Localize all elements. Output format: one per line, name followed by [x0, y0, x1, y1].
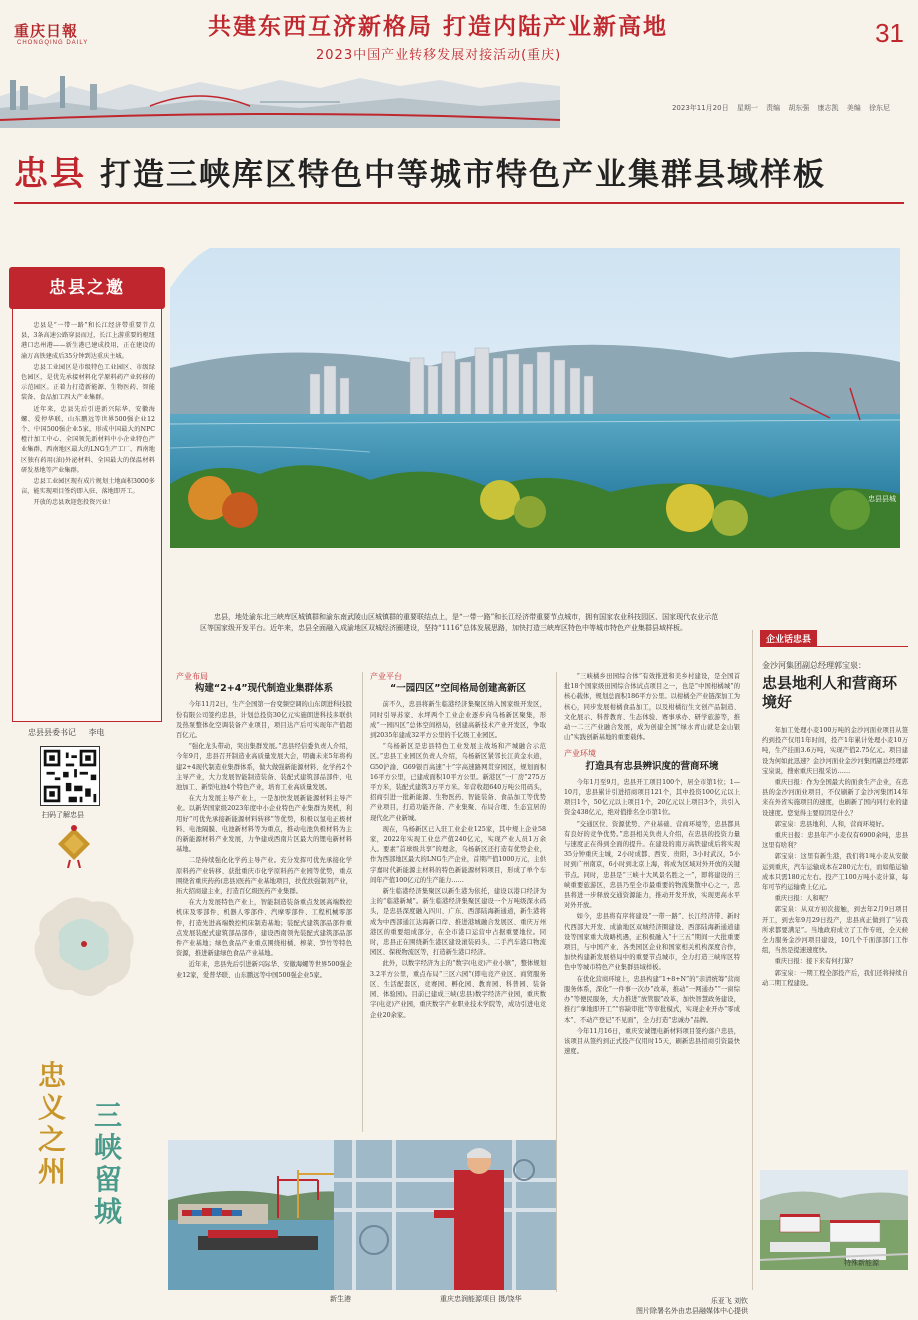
interview-tag: 企业话忠县 [760, 630, 817, 647]
reporter-byline: 乐亚飞 刘钦 [710, 1297, 748, 1305]
page-headline: 共建东西互济新格局 打造内陆产业新高地 [208, 14, 669, 40]
masthead [0, 0, 918, 130]
date-text: 2023年11月20日 [671, 104, 729, 112]
article-column-2 [370, 672, 546, 1022]
energy-photo-caption: 重庆忠润能源项目 摄/饶华 [440, 1295, 522, 1303]
port-photo-caption: 新生港 [330, 1295, 351, 1303]
invitation-paragraph: 忠县是“一带一路”和长江经济带重要节点县，3条高速公路穿县而过，长江上游重要的枢纽港口忠州港——新生港已建成投用，正在建设的渝万高铁建成后35分钟到达重庆主城。 [21, 322, 155, 360]
article-paragraph: 今年11月16日，重庆安诚锂电新材料项目签约落户忠县，该项目从签约到正式投产仅用时15天，刷新忠县招商引资最快速度。 [564, 1027, 740, 1056]
page-subheadline: 2023中国产业转移发展对接活动(重庆) [316, 48, 562, 63]
article-paragraph: 新生临港经济集聚区以新生港为依托，建设以港口经济为主的“临港新城”。新生临港经济集聚区建设一个万吨级深水码头，是忠县深度融入四川、广东、西部陆海新通道，新生港将成为中西部通江达海新口岸、推进港城融合发展区、重庆万州港区的重要组成部分，在全市港口运营中占据重要地位。同时，忠县正在围绕新生港区建设滚装码头、二手汽车港口物流园区、保税物流区等，打造新生港口经济。 [370, 888, 546, 957]
interview-headline: 忠县地利人和营商环境好 [762, 674, 898, 711]
article-paragraph: 在优化营商环境上，忠县构建“1+8+N”的“亲清统筹”营商服务体系，深化“一件事一次办”改革，推动“一网通办”“一窗综办”等便民服务，大力推进“放管服”改革，加快智慧政务建设，推行“拿地即开工”“容缺审批”等审批模式，实现企业开办“零成本”、不动产登记“不见面”，全力打造“忠诚办”品牌。 [564, 975, 740, 1024]
column-divider [752, 630, 753, 1290]
article-paragraph: 今年11月2日，生产全国第一台变频空调的山东朗进科技股份有限公司签约忠县，计划总投资30亿元实施朗进科技多联供及热泵整体化空调装备产业项目，项目达产后可实现年产值超百亿元。 [176, 701, 352, 740]
photo-source: 图片除署名外由忠县融媒体中心提供 [636, 1307, 748, 1315]
editor-name-2: 康志凯 [817, 104, 839, 112]
vertical-slogan-b: 三峡留城 [93, 1099, 122, 1228]
newspaper-logo-en: CHONGQING DAILY [17, 40, 89, 46]
invitation-paragraph: 开放的忠县欢迎您投资兴业！ [33, 499, 114, 507]
article-paragraph: 此外，以数字经济为主的“数字(电竞)产业小镇”，整体规划3.2平方公里，重点布局“三区六园”(即电竞产业区、商贸服务区、生活配套区，竞赛园、孵化园、教育园、科普园、装备园、体验园)。目前已建成三峡(忠县)数字经济产业园，重庆数字(电竞)产业园，重庆数字产业职业技术学院等，成功引进电竞企业20余家。 [370, 960, 546, 1019]
article-paragraph: “强化龙头带动，突出集群发展。”忠县经信委负责人介绍，今年9月，忠县召开制造业高质量发展大会，明确未来5年将构建2+4现代制造业集群体系，做大做强新能源材料、化学药2个主导产业，大力发展智能制造装备、装配式建筑部品部件、电池加工、新型电池4个特色产业，培育工业高质量发展。 [176, 743, 352, 792]
designer-name: 徐东尼 [869, 104, 890, 112]
masthead-landscape-illustration [0, 56, 560, 128]
column-divider [362, 672, 363, 1132]
column-divider [556, 672, 557, 1292]
dateline [666, 103, 890, 113]
section-title: 打造具有忠县辨识度的营商环境 [585, 760, 719, 772]
factory-photo [760, 1170, 908, 1270]
article-paragraph: 二是持续强化化学药主导产业。充分发挥可优先承接化学原料药产业转移、获批重庆市化学原料药产业园等优势，重点围绕省重庆药药(忠县)医药产业基地项目，扶优扶强制剂产业，拓大招商建主业，打造百亿级医药产业集群。 [176, 857, 352, 896]
designer-label: 美编 [846, 104, 861, 112]
qr-caption: 扫码了解忠县 [42, 811, 84, 819]
article-paragraph: “三峡橘乡田园综合体”有效推进和美乡村建设，是全国首批18个国家级田园综合体试点项目之一，也是“中国柑橘城”的核心载体，规划总面积186平方公里。以柑橘全产业链深加工为核心，同步发展柑橘食品加工，以及柑橘衍生文创产品制造、文化展示、科普教育、生态体验、赛事承办、研学旅游等，推动一二三产业融合发展，成为创建全国“绿水青山就是金山银山”实践创新基地的重要载体。 [564, 673, 740, 742]
article-paragraph: 在大力发展主导产业上，一是加快发展新能源材料主导产业。以新华国家级2023年度中小企业特色产业集群为契机，利用好“可优先承接新能源材料转移”等优势，积极以氢电正极材料、电池隔膜、电池新材料等为重点，推动电池负极材料为主的新能源材料产业发展，力争建成西南片区最大的锂电新材料基地。 [176, 795, 352, 854]
invitation-text [21, 321, 155, 510]
invitation-paragraph: 近年来，忠县先后引进新兴际华、安徽海螺、爱停华联、山东鹏远等世界500强企业12个、中国500强企业5家，形成中国最大的NPC橙汁加工中心、全国领先新材料中小企业特色产业集群、西南地区最大的LNG生产工厂、西南地区独有药用(油)外泌材料、全国最大的保温材料研发基地等产业集群。 [21, 405, 155, 474]
title-county: 忠县 [14, 154, 86, 194]
article-paragraph: 前不久，忠县将新生临港经济集聚区纳入国家级开发区，同时引导苏家、水坪两个工业企业逐步向乌杨新区聚集，形成“一园四区”总体空间格局，创建高新技术产业开发区，争取到2035年建成32平方公里的千亿级工业园区。 [370, 701, 546, 740]
article-paragraph: 在大力发展特色产业上，智能制造装备重点发展高端数控机床及零部件、机器人零部件、汽摩零部件、工程机械零部件，打造先进高端数控机床制造基地；装配式建筑部品部件重点发展装配式建筑部品部件，建设西南领先装配式建筑部品部件产业基地；绿色食品产业重点围绕柑橘、榨菜、笋竹等特色资源，推进新建绿色食品产业基地。 [176, 899, 352, 958]
section-tag: 产业平台 [370, 672, 402, 681]
interview-paragraph: 郭宝泉：从双方初次接触，到去年2月9日项目开工，到去年9月29日投产，忠县真正做到了“另我所求都要满足”。当地政府成立了工作专班，全天候全力服务金沙河项目建设，10几个千面部部门工作组，当然是提速速度快。 [762, 906, 908, 955]
enterprise-interview [760, 630, 908, 1320]
invitation-paragraph: 忠县工业园区现有成片规划土地面积3000多亩，能实现项目签约即入驻、落地即开工。 [21, 478, 155, 496]
page-number: 31 [875, 18, 904, 48]
article-column-3 [564, 672, 740, 1058]
editor-name-1: 胡东强 [788, 104, 810, 112]
interview-paragraph: 重庆日报：作为全国最大的面食生产企业，在忠县的金沙河面业项目，不仅刷新了金沙河集团14年来在外省实施项目的速度，也刷新了国内同行业的建设速度。您觉得主要原因是什么？ [762, 779, 908, 817]
article-paragraph: 如今，忠县将有序将建设“一带一路”、长江经济带、新时代西部大开发、成渝地区双城经济圈建设、西部陆海新通道建设等国家重大战略机遇，正积极融入“十三五”期间一大批重要项目，与中国产业、各类园区企业和国家相关机构深度合作，加快构建新发展格局中的重要节点城市，全力打造三峡库区特色中等城市特色产业集群县域样板。 [564, 913, 740, 972]
section-tag: 产业环境 [564, 749, 596, 759]
chinese-knot-icon [50, 824, 98, 868]
interview-paragraph: 重庆日报：接下来有何打算？ [774, 958, 857, 966]
interview-paragraph: 重庆日报：忠县年产小麦仅有6900余吨，忠县这里有啥利？ [762, 832, 908, 850]
section-title: 构建“2+4”现代制造业集群体系 [194, 683, 334, 695]
invitation-box [12, 270, 162, 722]
bottom-credit [558, 1296, 748, 1316]
vertical-slogan-a: 忠义之州 [37, 1059, 66, 1188]
qr-code-icon[interactable] [40, 746, 100, 806]
article-paragraph: 现在，乌杨新区已入驻工业企业125家，其中规上企业58家，2022年实现工业总产值240亿元，实现产业人员1万余人。要素“首球级共享”的理念，乌杨新区还打造有优势企业，作为西部地区最大的LNG生产企业，首期产值1000万元，主供宇嘉时代新能源主材料的特色新能源材料项目，形成了单个车间年产值100亿元的生产能力…… [370, 825, 546, 884]
section-tag: 产业布局 [176, 672, 208, 681]
hero-photo-county-skyline [170, 248, 900, 548]
invitation-paragraph: 忠县工业园区是市级特色工业园区、市级绿色园区，是优先承接材料化学原料药产业转移的示范园区。正着力打造新能源、生物医药、智能装备、食品加工四大产业集群。 [21, 363, 155, 402]
article-paragraph: 近年来，忠县先后引进新兴际华、安徽海螺等世界500强企业12家，爱普华联、山东鹏远等中国500强企业5家。 [176, 961, 352, 979]
article-paragraph: “乌杨新区是忠县特色工业发展主战场和产城融合示范区。”忠县工业园区负责人介绍，乌杨新区紧邻长江黄金水道，G50沪渝、G69银百高速“十”字高速路网贯穿园区，规划面积16平方公里，已建成面积10平方公里。新港区“一厂房”275万平方米，装配式建筑3万平方米。年营收超640万吨公用码头，招商引进一批新能源、生物医药、智能装备、食品加工等优势产业项目，打造功能齐备、产业集聚、布局合理、生态宜居的现代化产业新城。 [370, 743, 546, 822]
title-divider [14, 202, 904, 204]
interview-paragraph: 郭宝泉：一期工程全部投产后，我们还将持续自动二期工程建设。 [762, 969, 908, 987]
section-title: “一园四区”空间格局创建高新区 [390, 683, 526, 695]
interview-paragraph: 重庆日报：人和呢？ [774, 895, 832, 903]
right-photo-caption: 特殊新能源 [844, 1259, 879, 1267]
interviewee-intro: 金沙河集团副总经理郭宝泉： [762, 661, 866, 670]
county-map-illustration [22, 880, 152, 1010]
interview-rule [760, 646, 908, 647]
signer-title: 忠县县委书记 [28, 728, 76, 737]
weekday-text: 星期一 [736, 104, 758, 112]
main-title [14, 146, 904, 196]
newspaper-logo[interactable]: 重庆日報 [14, 22, 79, 40]
editor-label: 责编 [766, 104, 781, 112]
article-paragraph: 今年1月至9月，忠县开工项目100个，居全市第1位；1—10月，忠县累计引进招商项目121个，其中投资100亿元以上项目1个，50亿元以上项目1个，20亿元以上项目3个，共引入资金438亿元，绝对值排名全市第1位。 [564, 778, 740, 817]
interview-body [762, 726, 908, 990]
hero-caption: 忠县，地处渝东北三峡库区城镇群和渝东南武陵山区城镇群的重要联结点上，是“一带一路”和长江经济带重要节点城市，拥有国家农业科技园区、国家现代农业示范区等国家级开发平台。近年来，忠县全面融入成渝地区双城经济圈建设，坚持“1116”总体发展思路，加快打造三峡库区特色中等城市特色产业集群县域样板。 [200, 613, 719, 632]
energy-project-photo [334, 1140, 556, 1290]
interview-paragraph: 年加工处理小麦100万吨的金沙河面业项目从签约到投产仅用1年时间，投产1年累计处理小麦10万吨，生产挂面3.6万吨，实现产值2.75亿元。项目建设为何如此迅速？金沙河面业金沙河集团副总经理郭宝泉说，搜索重庆日报采访…… [762, 727, 908, 775]
interview-paragraph: 郭宝泉：忠县地利、人和，营商环境好。 [774, 820, 888, 828]
port-photo [168, 1140, 354, 1290]
signers [28, 727, 115, 738]
interview-paragraph: 郭宝泉：这里有新生港，我们将1吨小麦从安徽运到重庆，汽车运输成本在280元左右，而如船运输成本只需180元左右。投产工100万吨小麦计算，每年可节约运输费上亿元。 [762, 853, 908, 892]
hero-photo-credit: 忠县县城 [868, 495, 896, 503]
signer-name: 李电 [88, 728, 105, 737]
article-column-1 [176, 672, 352, 982]
invitation-badge: 忠县之邀 [9, 267, 165, 309]
title-text: 打造三峡库区特色中等城市特色产业集群县域样板 [100, 157, 826, 193]
article-paragraph: “交通区位、资源优势、产业基础、营商环境等，忠县都具有良好的竞争优势。”忠县相关负责人介绍，在忠县的投资力量与速度正在得到全面的提升。在建设的南万高铁建成后将实现35分钟重庆主城，2小时成都、西安、贵阳，3小时武汉，5小时到广州南京，6小时到北京上海，将成为区域对外开放的关键节点。同时，忠县是“三峡十大风景名胜之一”，即将建设的三峡重要旅游区，忠县乃至全市最重要的物流集散中心之一，忠县将进一步释放交通资源能力，推动开发开放，实现更高水平对外开放。 [564, 820, 740, 910]
